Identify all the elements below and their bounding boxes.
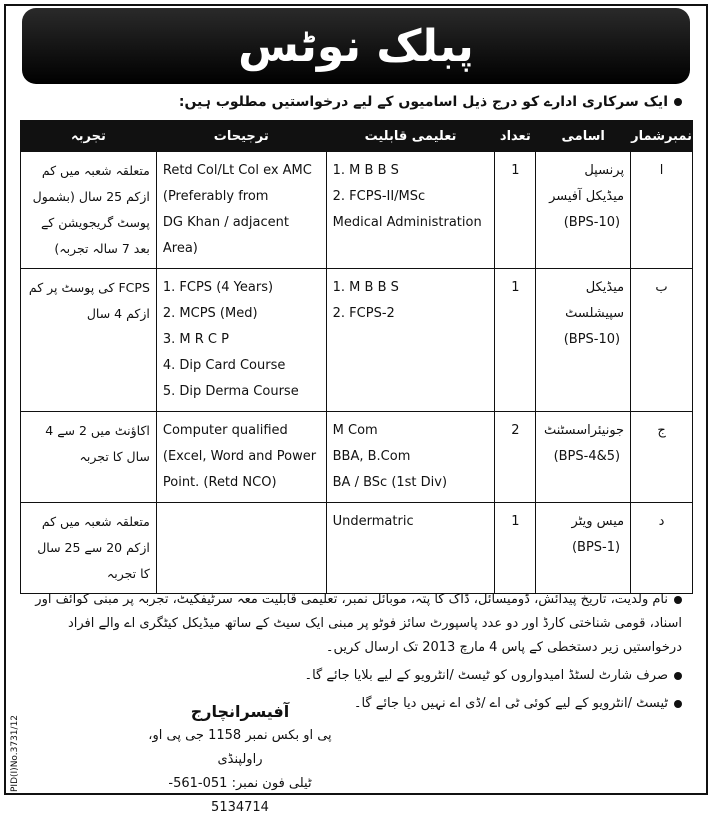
preference-line: 3. M R C P (162, 332, 229, 347)
bullet-icon (674, 700, 682, 708)
preference-line: 5. Dip Derma Course (162, 384, 299, 399)
qualification-line: 2. FCPS-II/MSc (332, 189, 426, 204)
bullet-icon (674, 596, 682, 604)
qualification-line: BBA, B.Com (332, 449, 411, 464)
serial-cell: ب (631, 269, 693, 412)
intro-text: ایک سرکاری ادارے کو درج ذیل اسامیوں کے لیے درخواستیں مطلوب ہیں: (178, 94, 668, 110)
preference-cell (156, 503, 326, 594)
qualification-cell (326, 152, 495, 269)
qualification-line: M Com (332, 423, 378, 438)
bullet-icon (674, 98, 682, 106)
experience-cell: FCPS کی پوسٹ پر کم ازکم 4 سال (21, 269, 157, 412)
table-row (21, 503, 693, 594)
post-name: میڈیکل سپیشلسٹ (565, 280, 625, 321)
officer-title: آفیسرانچارج (190, 702, 290, 721)
postal-address: پی او بکس نمبر 1158 جی پی او، راولپنڈی (148, 728, 332, 767)
post-bps: (BPS-1) (571, 540, 621, 555)
signature-block (140, 700, 340, 820)
phone-number: ٹیلی فون نمبر: 051-561-5134714 (168, 776, 312, 815)
experience-cell: اکاؤنٹ میں 2 سے 4 سال کا تجربہ (21, 412, 157, 503)
intro-line (82, 94, 682, 110)
header-count: تعداد (495, 121, 536, 152)
notes-list (32, 588, 682, 720)
post-name: میس ویٹر (571, 514, 625, 529)
title-banner (22, 8, 690, 84)
preference-line: (Preferably from (162, 189, 269, 204)
note-item: ٹیسٹ /انٹرویو کے لیے کوئی ٹی اے /ڈی اے نہیں دیا جائے گا۔ (32, 692, 682, 716)
serial-cell: ا (631, 152, 693, 269)
post-cell (536, 152, 631, 269)
count-cell: 1 (495, 269, 536, 412)
qualification-line: 1. M B B S (332, 163, 399, 178)
post-bps: (BPS-4&5) (553, 449, 621, 464)
preference-line: 4. Dip Card Course (162, 358, 286, 373)
experience-cell: متعلقہ شعبہ میں کم ازکم 20 سے 25 سال کا تجربہ (21, 503, 157, 594)
serial-cell: ج (631, 412, 693, 503)
note-item: صرف شارٹ لسٹڈ امیدواروں کو ٹیسٹ /انٹرویو کے لیے بلایا جائے گا۔ (32, 664, 682, 688)
bullet-icon (674, 672, 682, 680)
table-row (21, 412, 693, 503)
table-header-row (21, 121, 693, 152)
serial-cell: د (631, 503, 693, 594)
preference-line: (Excel, Word and Power (162, 449, 317, 464)
post-cell (536, 503, 631, 594)
table-row (21, 152, 693, 269)
post-name: جونیئراسسٹنٹ (543, 423, 625, 438)
post-bps: (BPS-10) (563, 332, 621, 347)
note-item: نام ولدیت، تاریخ پیدائش، ڈومیسائل، ڈاک کا پتہ، موبائل نمبر، تعلیمی قابلیت معہ سرٹیفکیٹ، تجربہ پر مبنی کوائف اور اسناد، قومی شناختی کارڈ اور دو عدد پاسپورٹ سائز فوٹو پر مبنی ایک سیٹ کے ساتھ میڈیکل کیٹگری اے والے افراد درخواستیں زیر دستخطی کے پاس 4 مارچ 2013 تک ارسال کریں۔ (35, 592, 682, 655)
header-experience: تجربہ (21, 121, 157, 152)
preference-line: Point. (Retd NCO) (162, 475, 277, 490)
preference-cell (156, 269, 326, 412)
qualification-line: 1. M B B S (332, 280, 399, 295)
qualification-line: Medical Administration (332, 215, 482, 230)
post-bps: (BPS-10) (563, 215, 621, 230)
qualification-cell (326, 412, 495, 503)
count-cell: 1 (495, 152, 536, 269)
experience-cell: متعلقہ شعبہ میں کم ازکم 25 سال (بشمول پوسٹ گریجویشن کے بعد 7 سالہ تجربہ) (21, 152, 157, 269)
table-row (21, 269, 693, 412)
qualification-cell (326, 503, 495, 594)
header-serial: نمبرشمار (631, 121, 693, 152)
qualification-line: BA / BSc (1st Div) (332, 475, 448, 490)
qualification-line: Undermatric (332, 514, 414, 529)
pid-number: PID(I)No.3731/12 (10, 714, 20, 792)
preference-line: DG Khan / adjacent Area) (162, 215, 289, 256)
preference-line: 2. MCPS (Med) (162, 306, 258, 321)
header-preference: ترجیحات (156, 121, 326, 152)
preference-line: Computer qualified (162, 423, 288, 438)
count-cell: 2 (495, 412, 536, 503)
qualification-line: 2. FCPS-2 (332, 306, 395, 321)
page-title: پبلک نوٹس (238, 20, 474, 72)
preference-line: Retd Col/Lt Col ex AMC (162, 163, 312, 178)
post-cell (536, 269, 631, 412)
jobs-table (20, 120, 693, 594)
qualification-cell (326, 269, 495, 412)
count-cell: 1 (495, 503, 536, 594)
jobs-table-body (21, 152, 693, 594)
preference-cell (156, 152, 326, 269)
preference-cell (156, 412, 326, 503)
header-qualification: تعلیمی قابلیت (326, 121, 495, 152)
header-post: اسامی (536, 121, 631, 152)
post-name: پرنسپل میڈیکل آفیسر (549, 163, 625, 204)
preference-line: 1. FCPS (4 Years) (162, 280, 274, 295)
post-cell (536, 412, 631, 503)
